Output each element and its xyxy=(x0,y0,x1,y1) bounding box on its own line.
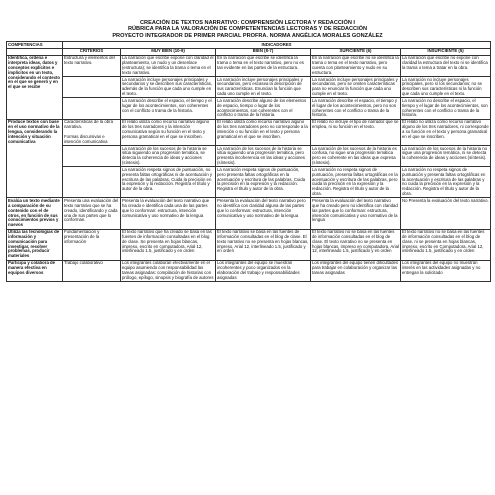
insuficiente-cell: El relato no utiliza como recurso narrativo alguno de los tres narradores, ni corresponde a su función en el texto y persona gramatical en el que se inscriben. xyxy=(401,119,491,145)
muy-bien-cell: La narración de los sucesos de la historia se sitúa siguiendo una progresión temática, se detecta la coherencia de ideas y acciones (síntesis). xyxy=(121,146,216,167)
competencia-cell: Produce textos con base en el uso normativo de la lengua, considerando la intención y situación comunicativa xyxy=(7,119,63,198)
document-header xyxy=(0,0,495,39)
muy-bien-cell: El relato utiliza como recurso narrativo alguno de los tres narradores y la intención comunicativa según su función en el texto y persona gramatical en el que se inscriben. xyxy=(121,119,216,145)
suficiente-cell: La narración describe el espacio, el tiempo y el lugar de los acontecimientos, pero no son coherentes con el conflicto o trama de la historia. xyxy=(311,98,401,119)
criterio-cell: Estructura y elementos del texto narrativo. xyxy=(63,55,121,76)
column-header-bien: BIEN (8-7) xyxy=(216,48,311,55)
bien-cell: El relato utiliza como recurso narrativo alguno de los tres narradores pero no corresponde a la intención o su función en el texto y persona gramatical en el que se inscriben. xyxy=(216,119,311,145)
muy-bien-cell: Los integrantes colaboran efectivamente en el equipo asumiendo con responsabilidad las tareas asignadas: compilación de historias con prólogo, epílogo, sinopsis y biografía de autores xyxy=(122,260,214,280)
table-header-row-columns xyxy=(7,48,491,55)
criterio-cell xyxy=(63,167,121,198)
suficiente-cell: La narración de los sucesos de la historia es confusa, no sigue una progresión temática pero es coherente en las ideas que expresa (síntesis). xyxy=(311,146,401,167)
criterio-cell xyxy=(63,146,121,167)
insuficiente-cell: La narración no respeta signos de puntuación y presenta faltas ortográficas en la acentuación y escritura de las palabras y no cuida la precisión en la expresión y la redacción. Registra el título y autor de la obra. xyxy=(401,167,491,198)
bien-cell: En la narración que escribe se identifica la trama o tema en el texto narrativo, pero no es tan evidente en las partes de la estructura. xyxy=(216,55,311,76)
insuficiente-cell: La narración no incluye personajes principales, pero sí los secundarios; no se describen sus características ni la función que cada uno cumple en el texto. xyxy=(401,77,491,98)
table-row xyxy=(7,119,491,145)
suficiente-cell: En la narración que escribe no se identifica la trama o tema en el texto narrativo, pero cuenta con planteamiento y nudo en su estructura. xyxy=(312,55,399,75)
table-row xyxy=(7,167,491,198)
bien-cell: El texto narrativo se basa en las fuentes de información consultadas en el blog de clase. El texto narrativo no se presenta en hojas blancas, impreso, Arial 12, interlineado 1.5, justificado y en orden xyxy=(216,229,311,260)
competencia-cell: Utiliza las tecnologías de información y comunicación para investigar, resolver problemas, producir materiales xyxy=(7,229,63,260)
insuficiente-cell: La narración de los sucesos de la historia no sigue una progresión temática, ni se detecta la coherencia de ideas y acciones (síntesis). xyxy=(401,146,491,167)
rubric-body xyxy=(7,55,491,281)
competencia-cell: Identifica, ordena e interpreta ideas, datos y conceptos explícitos e implícitos en un texto, considerando el contexto en el que se generó y en el que se recibe xyxy=(7,55,63,119)
table-row xyxy=(7,146,491,167)
bien-cell: La narración incluye personajes principales y secundarios, pero escasea la descripción de sus características. Enuncian la función que cada uno cumple en el texto. xyxy=(216,77,311,98)
table-row xyxy=(7,198,491,229)
competencias-header-spacer xyxy=(7,48,63,55)
suficiente-cell: Presenta la evaluación del texto narrativo que ha creado pero no identifica con claridad las partes que lo conforman: estructura, intención comunicativa y uso normativo de la lengua xyxy=(311,198,401,229)
bien-cell: Presenta la evaluación del texto narrativo pero no identifica con claridad alguna de las partes que lo conforman: estructura, intención comunicativa y uso normativo de la lengua xyxy=(216,198,311,229)
table-row xyxy=(7,55,491,76)
column-header-criterios: CRITERIOS xyxy=(63,48,121,55)
suficiente-cell: El texto narrativo no se basa en las fuentes de información consultadas en el blog de clase. El texto narrativo no se presenta en hojas blancas, impreso en computadora, Arial 12, interlineado 1.5, justificado y en orden xyxy=(311,229,401,260)
bien-cell: La narración describe alguno de los elementos de espacio, tiempo o lugar de los acontecimientos, son coherentes con el conflicto o trama de la historia. xyxy=(216,98,311,119)
insuficiente-cell: El texto narrativo no se basa en las fuentes de información consultadas en el blog de clase, ni se presenta en hojas blancas, impreso, escrito en Computadora, Arial 12, interlineado 1.5, justificado y en orden xyxy=(401,229,491,260)
column-header-muy-bien: MUY BIEN (10-9) xyxy=(121,48,216,55)
bien-cell: Los integrantes del equipo se muestran incoherentes y poco organizados en la elaboración del trabajo y responsabilidades asignadas xyxy=(216,260,311,281)
insuficiente-cell: La narración que escribe no expone con claridad la estructura del texto ni se identifica la trama o tema a tratar en la obra. xyxy=(401,55,491,76)
competencia-cell: Participa y colabora de manera efectiva en equipos diversos xyxy=(7,260,63,281)
insuficiente-cell: La narración no describe el espacio, el tiempo y el lugar de los acontecimientos, son coherentes con el conflicto o trama de la historia. xyxy=(401,98,491,119)
suficiente-cell: La narración no respeta signos de puntuación, presenta faltas ortográficas en la acentuación y escritura de las palabras, pero cuida la precisión en la expresión y la redacción. Registra el título y autor de la obra. xyxy=(311,167,401,198)
muy-bien-cell: La narración que escribe expone con claridad el planteamiento, un nudo y un desenlace (estructura); se identifica la trama o tema en el texto narrativo. xyxy=(122,55,214,75)
column-header-insuficiente: INSUFICIENTE (5) xyxy=(401,48,491,55)
table-row xyxy=(7,77,491,98)
suficiente-cell: El relato no incluye el tipo de narrador que se emplea, ni su función en el texto. xyxy=(311,119,401,145)
criterio-cell xyxy=(63,98,121,119)
competencias-header: COMPETENCIAS xyxy=(7,42,63,49)
doc-subtitle: RÚBRICA PARA LA VALORACIÓN DE COMPETENTENCIAS LECTORAS Y DE REDACCIÓN xyxy=(127,26,368,33)
table-row xyxy=(7,98,491,119)
doc-title: CREACIÓN DE TEXTOS NARRATIVO: COMPRENSIÓN LECTORA Y REDACCIÓN I xyxy=(140,20,355,26)
suficiente-cell: Los integrantes del equipo tienen dificultades para trabajar en colaboración y organizar las tareas asignadas xyxy=(311,260,401,281)
doc-project-line: PROYECTO INTEGRADOR DE PRIMER PARCIAL PROFRA. NORMA ANGÉLICA MORALES GONZÁLEZ xyxy=(112,32,383,39)
table-row xyxy=(7,260,491,281)
indicadores-header: INDICADORES xyxy=(63,42,491,49)
muy-bien-cell: La narración describe el espacio, el tiempo y el lugar de los acontecimientos, son coherentes con el conflicto o trama de la historia. xyxy=(121,98,216,119)
criterio-cell: Características de la obra narrativa. Formas discursivas e intención comunicativa xyxy=(63,119,121,145)
muy-bien-cell: Presenta la evaluación del texto narrativo que ha creado e identifica cada una de las partes que lo conforman: estructura, intención comunicativa y uso normativo de la lengua xyxy=(121,198,216,229)
criterio-cell xyxy=(63,77,121,98)
competencia-cell: Evalúa un texto mediante a comparación de su contenido con el de otros, en función de sus conocimientos previos y nuevos xyxy=(7,198,63,229)
column-header-suficiente: SUFICIENTE (6) xyxy=(311,48,401,55)
rubric-table xyxy=(6,41,491,282)
muy-bien-cell: La narración incluye personajes principales y secundarios y se describen sus características, además de la función que cada uno cumple en el texto. xyxy=(121,77,216,98)
bien-cell: La narración de los sucesos de la historia se sitúa siguiendo una progresión temática, pero presenta incoherencia en las ideas y acciones (síntesis). xyxy=(216,146,311,167)
table-row xyxy=(7,229,491,260)
table-header-row-top xyxy=(7,42,491,49)
insuficiente-cell: Los integrantes del equipo no muestran interés en las actividades asignadas y no entregan la solicitado xyxy=(401,260,491,281)
criterio-cell: Presenta una evaluación del texto narrativo que se ha creado, identificando y cada una de sus partes que lo conforman. xyxy=(63,198,121,229)
bien-cell: La narración respeta signos de puntuación, pero presenta faltas ortográficas en la acentuación y escritura de las palabras. Cuida la precisión en la expresión y la redacción. Registra el título y autor de la obra. xyxy=(216,167,311,198)
criterio-cell: Fundamentación y presentación de la información xyxy=(63,229,121,260)
muy-bien-cell: La narración respeta signos de puntuación, no presenta faltas ortográficas ni de acentuación y escritura de las palabras. Cuida la precisión en la expresión y la redacción. Registra el título y autor de la obra. xyxy=(121,167,216,198)
insuficiente-cell: No Presenta la evaluación del texto narrativo. xyxy=(401,198,491,229)
suficiente-cell: La narración incluye personajes principales y secundarios, pero se omiten características para no enunciar la función que cada uno cumple en el texto. xyxy=(311,77,401,98)
criterio-cell: Trabajo colaborativo xyxy=(63,260,121,281)
muy-bien-cell: El texto narrativo que ha creado se basa en las fuentes de información consultadas en el blog de clase. Se presenta en hojas blancas, impreso, escrito en computadora, Arial 12, interlineado 1.5, justificado y en orden xyxy=(121,229,216,260)
